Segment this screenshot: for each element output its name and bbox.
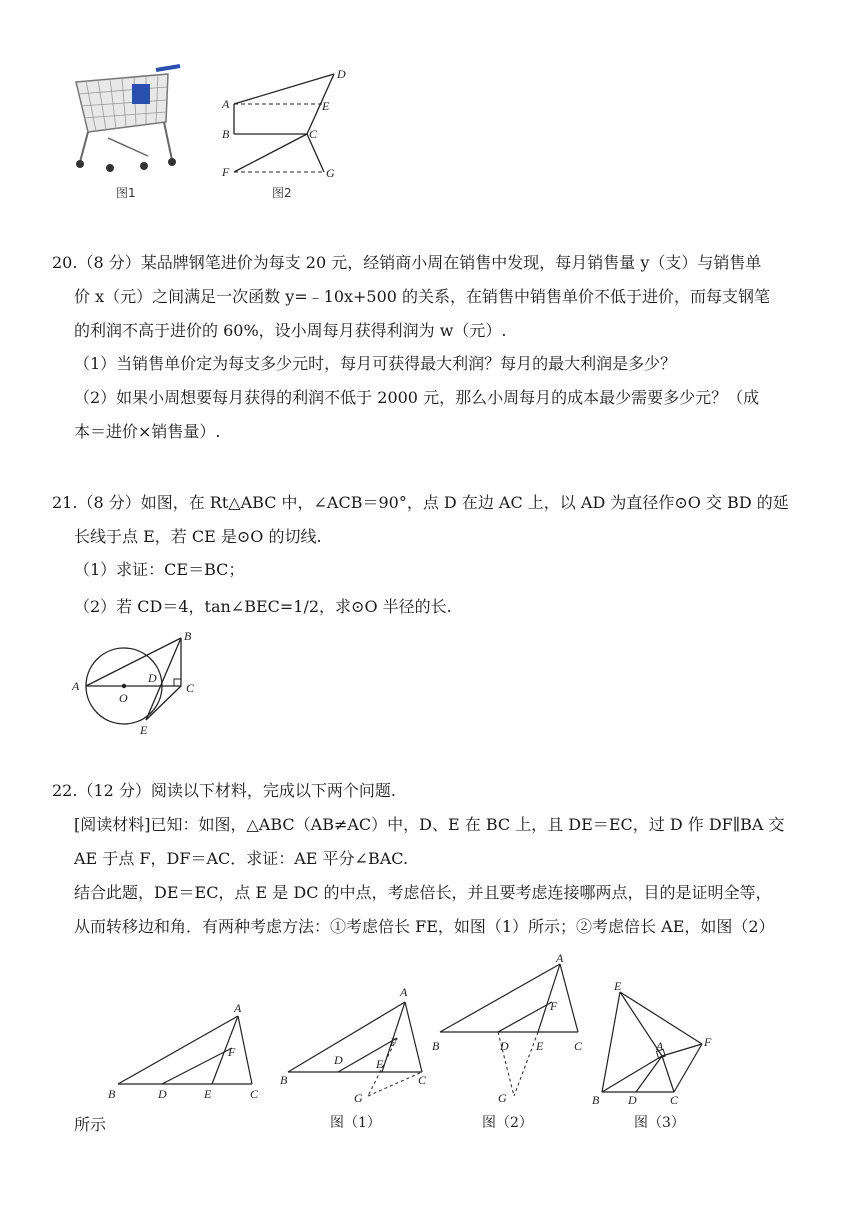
label-C: C <box>309 127 318 141</box>
svg-text:G: G <box>498 1091 507 1105</box>
label-D: D <box>337 67 346 81</box>
shopping-cart-image <box>68 60 188 175</box>
label-F: F <box>222 165 230 179</box>
figure-3-diagram <box>592 979 712 1107</box>
base-triangle-figure <box>108 1001 259 1101</box>
figure-2-caption: 图（2） <box>482 1115 533 1131</box>
q21-circle-diagram <box>66 626 216 741</box>
label-A: A <box>222 97 230 111</box>
q21-line-2: 长线于点 E，若 CE 是⊙O 的切线. <box>74 527 322 546</box>
label-E: E <box>140 723 148 737</box>
svg-text:F: F <box>704 1035 712 1049</box>
svg-text:E: E <box>614 979 622 993</box>
figure-2-diagram <box>212 62 362 182</box>
figure-2-diagram <box>432 952 583 1105</box>
svg-text:A: A <box>400 985 408 999</box>
q20-part-2: （2）如果小周想要每月获得的利润不低于 2000 元，那么小周每月的成本最少需要多少元？（成 <box>74 388 760 407</box>
q21-part-2: （2）若 CD＝4，tan∠BEC=1/2，求⊙O 半径的长. <box>74 597 452 616</box>
q22-line-2: [阅读材料]已知：如图，△ABC（AB≠AC）中，D、E 在 BC 上，且 DE＝EC，过 D 作 DF∥BA 交 <box>74 815 785 834</box>
svg-text:G: G <box>354 1091 363 1105</box>
svg-text:E: E <box>204 1087 212 1101</box>
label-E: E <box>322 99 330 113</box>
q21-part-1: （1）求证：CE＝BC； <box>74 560 245 579</box>
figure-1-diagram <box>280 985 427 1105</box>
label-O: O <box>119 691 128 705</box>
svg-text:E: E <box>376 1057 384 1071</box>
q20-line-3: 的利润不高于进价的 60%，设小周每月获得利润为 w（元）. <box>74 321 507 340</box>
svg-text:C: C <box>574 1039 583 1053</box>
svg-text:F: F <box>550 999 558 1013</box>
label-A: A <box>72 679 80 693</box>
svg-text:D: D <box>628 1093 637 1107</box>
label-B: B <box>184 629 192 643</box>
svg-text:C: C <box>670 1093 679 1107</box>
svg-text:F: F <box>390 1035 398 1049</box>
label-B: B <box>222 127 230 141</box>
svg-text:D: D <box>334 1053 343 1067</box>
svg-text:B: B <box>432 1039 440 1053</box>
svg-text:D: D <box>500 1039 509 1053</box>
figure-1-caption: 图1 <box>116 186 136 200</box>
svg-text:B: B <box>108 1087 116 1101</box>
q22-line-1: 22.（12 分）阅读以下材料，完成以下两个问题. <box>52 781 396 800</box>
q22-line-6: 所示 <box>74 1115 107 1134</box>
q20-line-1: 20.（8 分）某品牌钢笔进价为每支 20 元，经销商小周在销售中发现，每月销售量 y（支）与销售单 <box>52 253 762 272</box>
q22-line-3: AE 于点 F，DF＝AC．求证：AE 平分∠BAC. <box>74 849 409 868</box>
q22-figures <box>100 952 740 1112</box>
svg-text:E: E <box>536 1039 544 1053</box>
q20-line-6: 本＝进价×销售量）. <box>74 422 221 441</box>
svg-text:A: A <box>556 952 564 965</box>
q20-part-1: （1）当销售单价定为每支多少元时，每月可获得最大利润？每月的最大利润是多少？ <box>74 354 677 373</box>
svg-text:B: B <box>280 1073 288 1087</box>
figure-2-caption: 图2 <box>272 186 292 200</box>
q20-line-2: 价 x（元）之间满足一次函数 y=﹣10x+500 的关系，在销售中销售单价不低于进价，而每支钢笔 <box>74 287 771 306</box>
svg-text:D: D <box>158 1087 167 1101</box>
q21-line-1: 21.（8 分）如图，在 Rt△ABC 中，∠ACB＝90°，点 D 在边 AC 上，以 AD 为直径作⊙O 交 BD 的延 <box>52 493 789 512</box>
q22-line-5: 从而转移边和角．有两种考虑方法：①考虑倍长 FE，如图（1）所示；②考虑倍长 AE，如图（2） <box>74 917 775 936</box>
label-G: G <box>326 166 335 180</box>
label-C: C <box>186 681 195 695</box>
figure-1-caption: 图（1） <box>330 1115 381 1131</box>
svg-text:F: F <box>228 1045 236 1059</box>
svg-text:A: A <box>656 1039 664 1053</box>
label-D: D <box>148 671 157 685</box>
svg-text:B: B <box>592 1093 600 1107</box>
svg-text:A: A <box>234 1001 242 1015</box>
q22-line-4: 结合此题，DE＝EC，点 E 是 DC 的中点，考虑倍长，并且要考虑连接哪两点，目的是证明全等， <box>74 883 772 902</box>
svg-text:C: C <box>418 1073 427 1087</box>
svg-text:C: C <box>250 1087 259 1101</box>
figure-3-caption: 图（3） <box>634 1115 685 1131</box>
